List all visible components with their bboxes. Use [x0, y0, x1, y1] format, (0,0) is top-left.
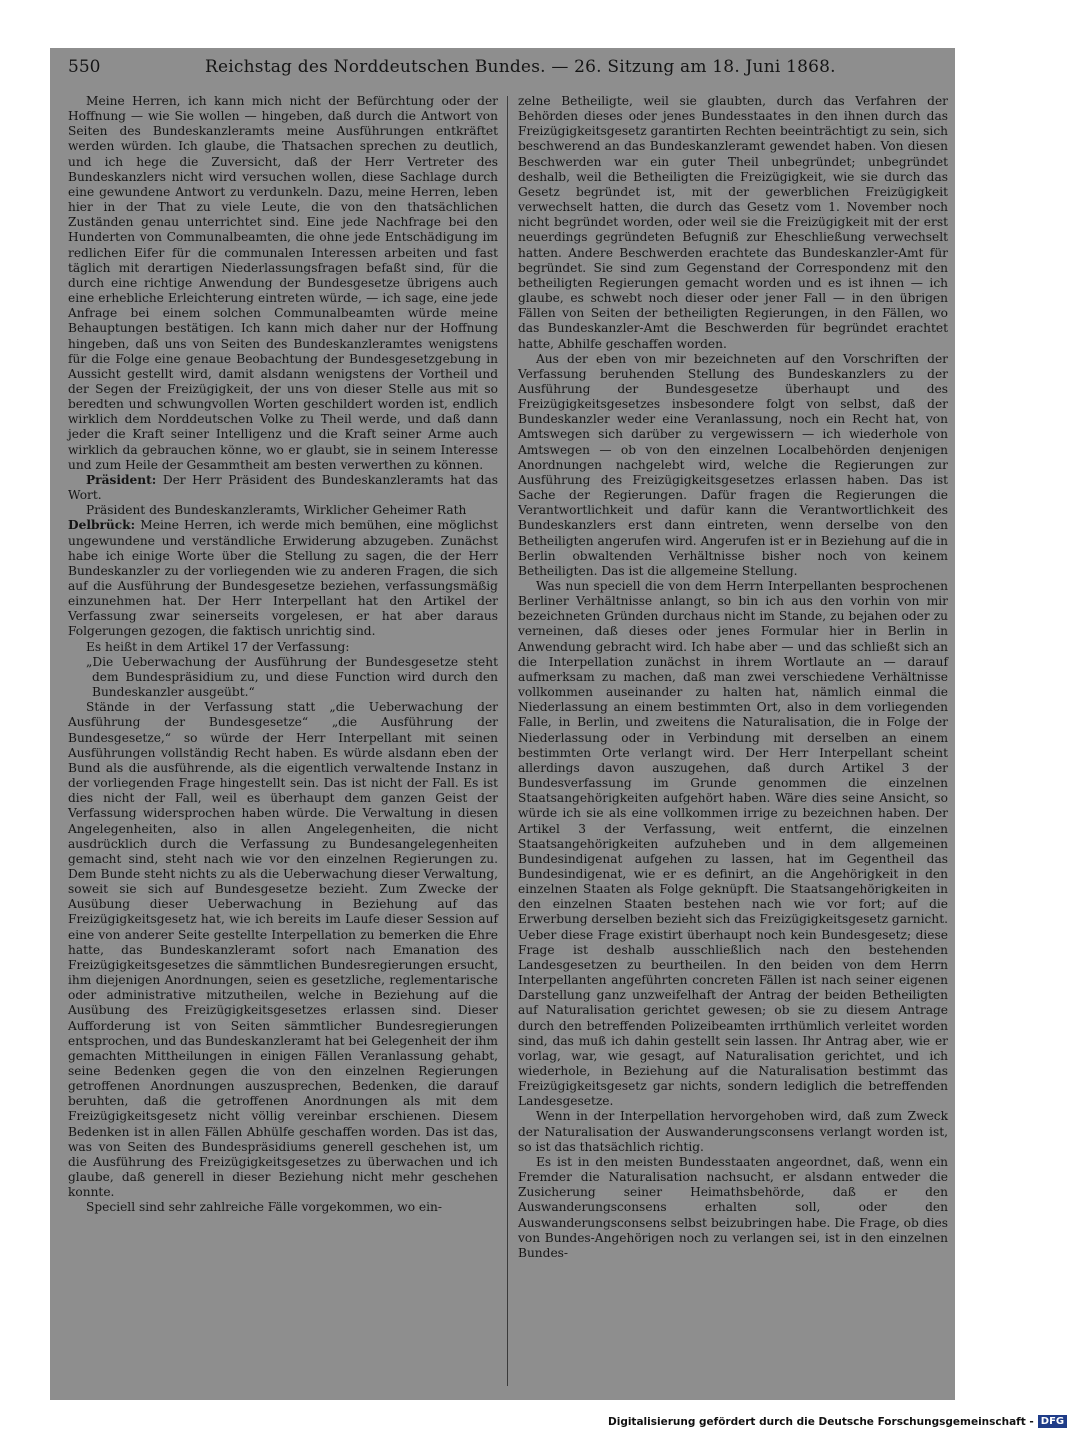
dfg-logo: DFG: [1038, 1415, 1067, 1428]
page-header: [68, 52, 938, 82]
paragraph: zelne Betheiligte, weil sie glaubten, durch das Verfahren der Behörden dieses oder jenes Bundesstaates in den ihnen durch das Freizügigkeitsgesetz garantirten Rechten beeinträchtigt zu sein, sich beschwerend an das Bundeskanzleramt gewendet haben. Von diesen Beschwerden war ein guter Theil unbegründet; unbegründet deshalb, weil die Betheiligten die Freizügigkeit, wie sie durch das Gesetz begründet ist, mit der gewerblichen Freizügigkeit verwechselt hatten, die durch das Gesetz vom 1. November noch nicht begründet worden, oder weil sie die Freizügigkeit mit der erst neuerdings gegründeten Befugniß zur Eheschließung verwechselt hatten. Andere Beschwerden erachtete das Bundeskanzler-Amt für begründet. Sie sind zum Gegenstand der Correspondenz mit den betheiligten Regierungen gemacht worden und es ist ihnen — ich glaube, es schwebt noch dieser oder jener Fall — in den übrigen Fällen von Seiten der betheiligten Regierungen, in den Fällen, wo das Bundeskanzler-Amt die Beschwerden für begründet erachtet hatte, Abhilfe geschaffen worden.: [518, 94, 948, 351]
column-rule: [507, 96, 508, 1386]
paragraph: Aus der eben von mir bezeichneten auf den Vorschriften der Verfassung beruhenden Stellung des Bundeskanzlers zu der Ausführung der Bundesgesetze überhaupt und des Freizügigkeitsgesetzes insbesondere folgt von selbst, daß der Bundeskanzler weder eine Veranlassung, noch ein Recht hat, von Amtswegen sich darüber zu vergewissern — ich wiederhole von Amtswegen — ob von den einzelnen Localbehörden denjenigen Anordnungen nachgelebt wird, welche die Regierungen zur Ausführung des Freizügigkeitsgesetzes erlassen haben. Das ist Sache der Regierungen. Dafür fragen die Regierungen die Verantwortlichkeit und dafür kann die Verantwortlichkeit des Bundeskanzlers erst dann eintreten, wenn derselbe von den Betheiligten angerufen wird. Angerufen ist er in Beziehung auf die in Berlin obwaltenden Verhältnisse bisher noch von keinem Betheiligten. Das ist die allgemeine Stellung.: [518, 351, 948, 578]
right-column: [518, 94, 948, 1390]
speaker-intro: Präsident des Bundeskanzleramts, Wirklicher Geheimer Rath: [86, 503, 467, 518]
delbrueck-paragraph: [68, 518, 498, 639]
page-number: 550: [68, 57, 101, 77]
paragraph-text: Meine Herren, ich werde mich bemühen, eine möglichst ungewundene und verständliche Erwiderung abzugeben. Zunächst habe ich einige Worte über die Stellung zu sagen, die der Herr Bundeskanzler zu der vorliegenden wie zu anderen Fragen, die sich auf die Ausführung der Bundesgesetze beziehen, verfassungsmäßig einzunehmen hat. Der Herr Interpellant hat den Artikel der Verfassung zwar seinerseits vorgelesen, er hat aber daraus Folgerungen gezogen, die faktisch unrichtig sind.: [68, 518, 498, 639]
speaker-name: Präsident:: [86, 472, 157, 487]
paragraph: Wenn in der Interpellation hervorgehoben wird, daß zum Zweck der Naturalisation der Auswanderungsconsens verlangt worden ist, so ist das thatsächlich richtig.: [518, 1109, 948, 1154]
running-title: Reichstag des Norddeutschen Bundes. — 26. Sitzung am 18. Juni 1868.: [205, 57, 836, 77]
newspaper-page: [50, 48, 955, 1400]
paragraph: Stände in der Verfassung statt „die Ueberwachung der Ausführung der Bundesgesetze“ „die Ausführung der Bundesgesetze,“ so würde der Herr Interpellant mit seinen Ausführungen vollständig Recht haben. Es würde alsdann eben der Bund als die ausführende, als die eigentlich verwaltende Instanz in der vorliegenden Frage hingestellt sein. Das ist nicht der Fall. Es ist dies nicht der Fall, weil es überhaupt dem ganzen Geist der Verfassung widersprochen haben würde. Die Verwaltung in diesen Angelegenheiten, also in allen Angelegenheiten, die nicht ausdrücklich durch die Verfassung zu Bundesangelegenheiten gemacht sind, steht nach wie vor den einzelnen Regierungen zu. Dem Bunde steht nichts zu als die Ueberwachung dieser Verwaltung, soweit sie sich auf Bundesgesetze bezieht. Zum Zwecke der Ausübung dieser Ueberwachung in Beziehung auf das Freizügigkeitsgesetz hat, wie ich bereits im Laufe dieser Session auf eine von anderer Seite gestellte Interpellation zu bemerken die Ehre hatte, das Bundeskanzleramt sofort nach Emanation des Freizügigkeitsgesetzes die sämmtlichen Bundesregierungen ersucht, ihm diejenigen Anordnungen, seien es gesetzliche, reglementarische oder administrative mitzutheilen, welche in Beziehung auf die Ausübung des Freizügigkeitsgesetzes erlassen sind. Dieser Aufforderung ist von Seiten sämmtlicher Bundesregierungen entsprochen, und das Bundeskanzleramt hat bei Gelegenheit der ihm gemachten Mittheilungen in einigen Fällen Veranlassung gehabt, seine Bedenken gegen die von den einzelnen Regierungen getroffenen Anordnungen auszusprechen, Bedenken, die darauf beruhten, daß die getroffenen Anordnungen als mit dem Freizügigkeitsgesetz nicht völlig vereinbar erschienen. Diesem Bedenken ist in allen Fällen Abhülfe geschaffen worden. Das ist das, was von Seiten des Bundespräsidiums generell geschehen ist, um die Ausführung des Freizügigkeitsgesetzes zu überwachen und ich glaube, daß generell in dieser Beziehung nicht mehr geschehen konnte.: [68, 700, 498, 1200]
digitization-credit: [608, 1414, 1065, 1430]
speaker-name: Delbrück:: [68, 518, 136, 533]
quote: „Die Ueberwachung der Ausführung der Bundesgesetze steht dem Bundespräsidium zu, und diese Function wird durch den Bundeskanzler ausgeübt.“: [86, 654, 498, 700]
quote-intro: Es heißt in dem Artikel 17 der Verfassung:: [86, 639, 350, 654]
paragraph: Meine Herren, ich kann mich nicht der Befürchtung oder der Hoffnung — wie Sie wollen — hingeben, daß durch die Antwort von Seiten des Bundeskanzleramts meine Ausführungen entkräftet werden würden. Ich glaube, die Thatsachen sprechen zu deutlich, und ich hege die Zuversicht, daß der Herr Vertreter des Bundeskanzlers nicht wird versuchen wollen, diese Sachlage durch eine gewundene Antwort zu verdunkeln. Dazu, meine Herren, leben hier in der That zu viele Leute, die von den thatsächlichen Zuständen genau unterrichtet sind. Eine jede Nachfrage bei den Hunderten von Communalbeamten, die ohne jede Entschädigung im redlichen Eifer für die communalen Interessen arbeiten und fast täglich mit derartigen Niederlassungsfragen befaßt sind, für die durch eine richtige Anwendung der Bundesgesetze übrigens auch eine erhebliche Erleichterung eintreten würde, — ich sage, eine jede Anfrage bei einem solchen Communalbeamten würde meine Behauptungen bestätigen. Ich kann mich daher nur der Hoffnung hingeben, daß uns von Seiten des Bundeskanzleramtes wenigstens für die Folge eine genaue Beobachtung der Bundesgesetzgebung in Aussicht gestellt wird, damit alsdann wenigstens der Vortheil und der Segen der Freizügigkeit, der uns von dieser Stelle aus mit so beredten und schwungvollen Worten geschildert worden ist, endlich wirklich dem Norddeutschen Volke zu Theil werde, und daß dann jeder die Kraft seiner Intelligenz und die Kraft seiner Arme auch wirklich da gebrauchen könne, wo er glaubt, sie in seinem Interesse und zum Heile der Gesammtheit am besten verwerthen zu können.: [68, 94, 498, 472]
left-column: [68, 94, 498, 1390]
paragraph: Was nun speciell die von dem Herrn Interpellanten besprochenen Berliner Verhältnisse anlangt, so bin ich aus den vorhin von mir bezeichneten Gründen durchaus nicht im Stande, zu bejahen oder zu verneinen, daß dieses oder jenes Formular hier in Berlin in Anwendung gebracht wird. Ich habe aber — und das schließt sich an die Interpellation zunächst in ihrem Wortlaute an — darauf aufmerksam zu machen, daß man zwei verschiedene Verhältnisse vollkommen auseinander zu halten hat, nämlich einmal die Niederlassung an einem bestimmten Ort, also in dem vorliegenden Falle, in Berlin, und zweitens die Naturalisation, die in Folge der Niederlassung oder in Verbindung mit derselben an einem bestimmten Orte verlangt wird. Der Herr Interpellant scheint allerdings davon auszugehen, daß durch Artikel 3 der Bundesverfassung im Grunde genommen die einzelnen Staatsangehörigkeiten aufgehört haben. Wäre dies seine Ansicht, so würde ich sie als eine vollkommen irrige zu bezeichnen haben. Der Artikel 3 der Verfassung, weit entfernt, die einzelnen Staatsangehörigkeiten aufzuheben und in dem allgemeinen Bundesindigenat aufgehen zu lassen, hat im Gegentheil das Bundesindigenat, wie er es definirt, an die Angehörigkeit in den einzelnen Staaten als Folge geknüpft. Die Staatsangehörigkeiten in den einzelnen Staaten bestehen nach wie vor fort; auf die Erwerbung derselben bezieht sich das Freizügigkeitsgesetz garnicht. Ueber diese Frage existirt überhaupt noch kein Bundesgesetz; diese Frage ist deshalb ausschließlich nach den bestehenden Landesgesetzen zu beurtheilen. In den beiden von dem Herrn Interpellanten angeführten concreten Fällen ist nach seiner eigenen Darstellung ganz unzweifelhaft der Antrag der beiden Betheiligten auf Naturalisation gerichtet gewesen; ob sie zu diesem Antrage durch den betreffenden Polizeibeamten irrthümlich verleitet worden sind, das muß ich dahin gestellt sein lassen. Ihr Antrag aber, wie er vorlag, war, wie gesagt, auf Naturalisation gerichtet, und ich wiederhole, in Beziehung auf die Naturalisation bestimmt das Freizügigkeitsgesetz gar nichts, sondern lediglich die betreffenden Landesgesetze.: [518, 579, 948, 1109]
paragraph: Speciell sind sehr zahlreiche Fälle vorgekommen, wo ein-: [86, 1200, 443, 1215]
paragraph-text: Der Herr Präsident des Bundeskanzleramts hat das Wort.: [68, 472, 498, 503]
president-paragraph: [68, 473, 498, 503]
paragraph: Es ist in den meisten Bundesstaaten angeordnet, daß, wenn ein Fremder die Naturalisation nachsucht, er alsdann entweder die Zusicherung seiner Heimathsbehörde, daß er den Auswanderungsconsens erhalten soll, oder den Auswanderungsconsens selbst beizubringen habe. Die Frage, ob dies von Bundes-Angehörigen noch zu verlangen sei, ist in den einzelnen Bundes-: [518, 1154, 948, 1260]
credit-text: Digitalisierung gefördert durch die Deutsche Forschungsgemeinschaft -: [608, 1416, 1034, 1428]
